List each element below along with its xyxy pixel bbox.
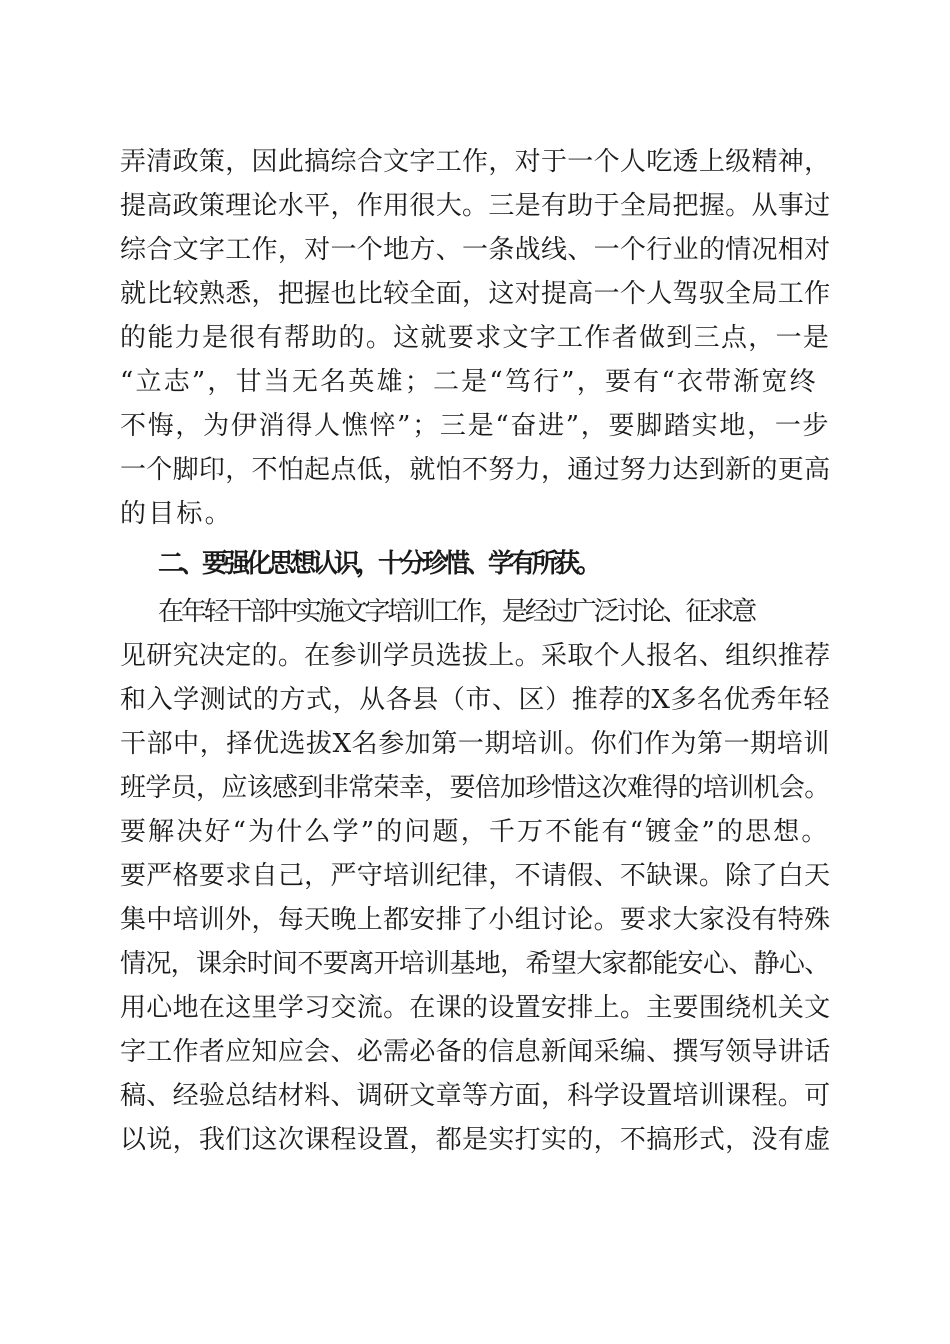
paragraph-1-line: “立志”，甘当无名英雄；二是“笃行”，要有“衣带渐宽终 [120, 367, 818, 397]
paragraph-1-line: 弄清政策，因此搞综合文字工作，对于一个人吃透上级精神， [120, 147, 831, 177]
paragraph-2-line: 用心地在这里学习交流。在课的设置安排上。主要围绕机关文 [120, 993, 831, 1023]
paragraph-2-line: 要严格要求自己，严守培训纪律，不请假、不缺课。除了白天 [120, 861, 831, 891]
paragraph-1-line: 就比较熟悉，把握也比较全面，这对提高一个人驾驭全局工作 [120, 279, 831, 309]
paragraph-2-line: 和入学测试的方式，从各县（市、区）推荐的X多名优秀年轻 [120, 685, 830, 715]
paragraph-2-line: 情况，课余时间不要离开培训基地，希望大家都能安心、静心、 [120, 949, 830, 979]
paragraph-1-line: 综合文字工作，对一个地方、一条战线、一个行业的情况相对 [120, 235, 831, 265]
paragraph-2-line: 见研究决定的。在参训学员选拔上。采取个人报名、组织推荐 [120, 641, 831, 671]
paragraph-2-line: 字工作者应知应会、必需必备的信息新闻采编、撰写领导讲话 [120, 1037, 831, 1067]
paragraph-2-line: 以说，我们这次课程设置，都是实打实的，不搞形式，没有虚 [120, 1125, 831, 1155]
paragraph-2-line: 集中培训外，每天晚上都安排了小组讨论。要求大家没有特殊 [120, 905, 831, 935]
paragraph-2-line: 干部中，择优选拔X名参加第一期培训。你们作为第一期培训 [120, 729, 830, 759]
paragraph-2-line: 在年轻干部中实施文字培训工作，是经过广泛讨论、征求意 [158, 597, 755, 627]
paragraph-1-line: 一个脚印，不怕起点低，就怕不努力，通过努力达到新的更高 [120, 455, 831, 485]
paragraph-2-line: 班学员，应该感到非常荣幸，要倍加珍惜这次难得的培训机会。 [120, 773, 830, 803]
paragraph-2-line: 要解决好“为什么学”的问题，千万不能有“镀金”的思想。 [120, 817, 830, 847]
section-heading: 二、要强化思想认识，十分珍惜、学有所获。 [158, 549, 599, 579]
paragraph-1-line: 的能力是很有帮助的。这就要求文字工作者做到三点，一是 [120, 323, 831, 353]
paragraph-1-line: 的目标。 [120, 499, 233, 529]
paragraph-1-line: 不悔，为伊消得人憔悴”；三是“奋进”，要脚踏实地，一步 [120, 411, 831, 441]
paragraph-1-line: 提高政策理论水平，作用很大。三是有助于全局把握。从事过 [120, 191, 831, 221]
paragraph-2-line: 稿、经验总结材料、调研文章等方面，科学设置培训课程。可 [120, 1081, 831, 1111]
